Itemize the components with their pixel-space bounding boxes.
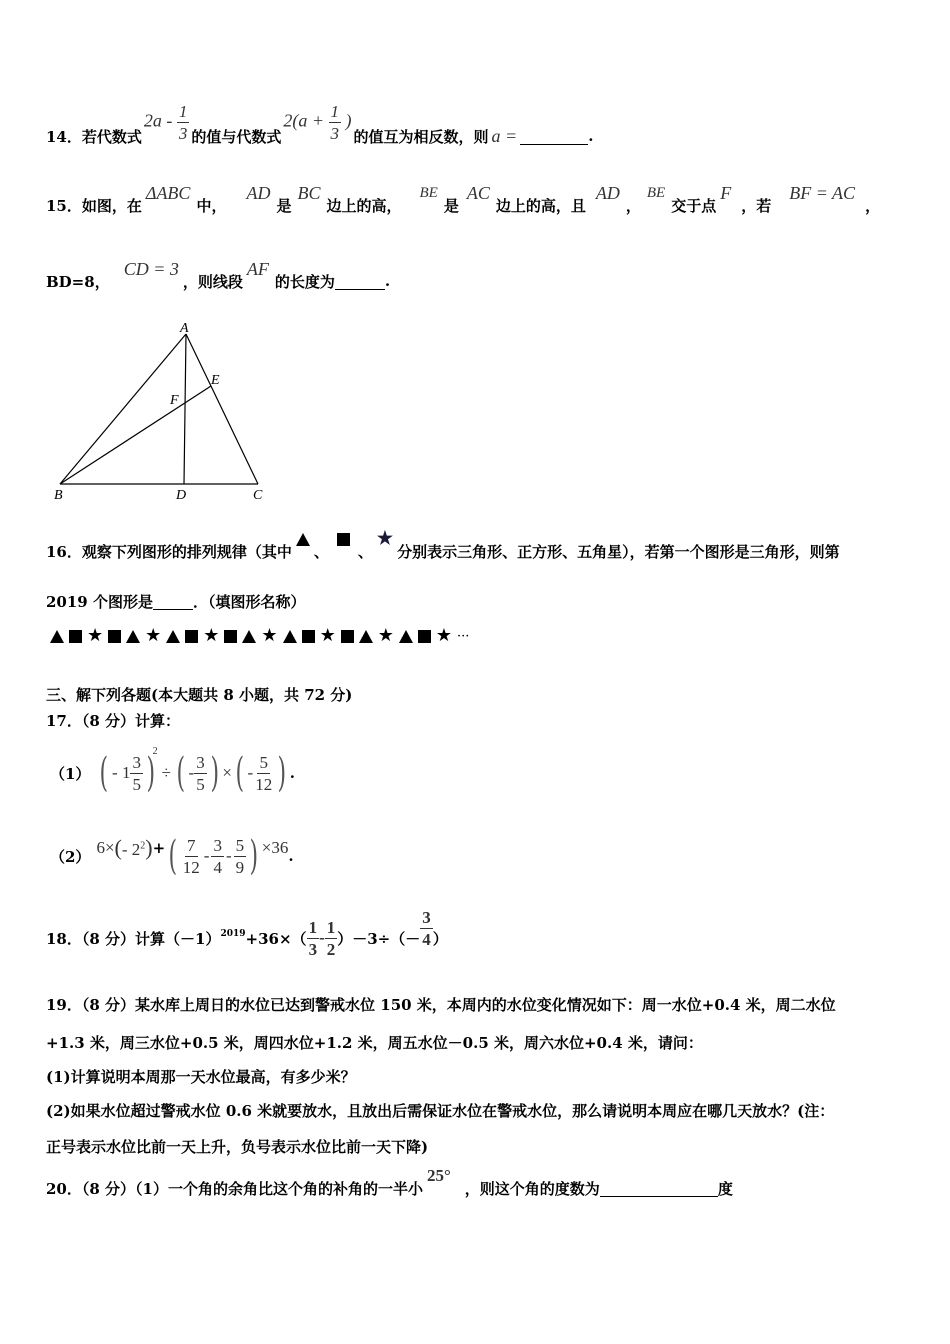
q15-ad: AD — [246, 182, 271, 203]
question-19-line4: (2)如果水位超过警戒水位 0.6 米就要放水，且放出后需保证水位在警戒水位，那么请说明本周应在哪几天放水？(注： — [46, 1101, 835, 1120]
q17-p2-minus2: - — [225, 846, 232, 865]
q18-frac2: $\frac{1}{2}$ — [326, 917, 336, 959]
q18-lead: 18．（8 分）计算（－1） — [46, 929, 221, 948]
square-icon — [418, 630, 431, 643]
q17-p2-inner-group: (- $2^2$) — [114, 835, 153, 860]
q17-p2-end: . — [288, 847, 294, 865]
paren-close: ) — [249, 833, 259, 879]
q20-mid: ，则这个角的度数为 — [464, 1179, 600, 1198]
q17-p2-frac1: $\frac{7}{12}$ — [182, 835, 200, 877]
triangle-icon — [296, 533, 310, 546]
label-b: B — [54, 488, 63, 503]
q14-expr1: 2a - $\frac{1}{3}$ — [143, 101, 188, 143]
triangle-icon — [359, 630, 373, 643]
question-15 — [46, 182, 880, 228]
q15-t4: 是 — [443, 196, 459, 215]
label-f: F — [170, 393, 179, 408]
q15-t3: 边上的高， — [326, 196, 402, 215]
q18-frac3: $\frac{3}{4}$ — [422, 907, 431, 949]
question-17-title: 17．（8 分）计算： — [46, 711, 181, 730]
paren-open: ( — [176, 750, 186, 796]
q17-p1-neg2: - — [188, 763, 195, 782]
q14-expr2: 2(a + $\frac{1}{3}$ ) — [283, 101, 352, 143]
q17-p1-frac1: $\frac{3}{5}$ — [132, 752, 141, 794]
q15-line2-mid: ，则线段 — [182, 272, 243, 291]
q15-t6: ， — [625, 196, 641, 215]
q15-t7: 交于点 — [671, 196, 717, 215]
question-19-line2: +1.3 米，周三水位+0.5 米，周四水位+1.2 米，周五水位－0.5 米，周六水位+0.4 米，请问： — [46, 1033, 703, 1052]
section-3-title: 三、解下列各题(本大题共 8 小题，共 72 分) — [46, 685, 353, 704]
q15-t5: 边上的高，且 — [495, 196, 586, 215]
question-17-part1 — [50, 742, 295, 804]
q17-p1-label: （1） — [50, 764, 91, 783]
q20-end: 度 — [717, 1179, 733, 1198]
q18-exp: 2019 — [220, 929, 246, 939]
q14-var: a = — [491, 125, 518, 146]
q15-abc: ΔABC — [145, 182, 191, 203]
q17-p2-frac2: $\frac{3}{4}$ — [213, 835, 222, 877]
q14-answer-blank[interactable] — [520, 128, 588, 145]
q15-ad2: AD — [595, 182, 620, 203]
q14-end: . — [588, 127, 594, 145]
star-icon: ★ — [145, 625, 162, 646]
q15-cond: BF = AC — [789, 182, 856, 203]
q20-answer-blank[interactable] — [600, 1180, 718, 1197]
q20-lead: 20．（8 分）（1）一个角的余角比这个角的补角的一半小 — [46, 1179, 423, 1198]
square-icon — [302, 630, 315, 643]
triangle-icon — [283, 630, 297, 643]
segment-be — [60, 386, 211, 484]
question-16 — [46, 528, 840, 574]
square-icon — [337, 533, 350, 546]
question-15-line2 — [46, 258, 390, 304]
q16-line2: 2019 个图形是 — [46, 592, 153, 611]
square-icon — [108, 630, 121, 643]
q18-mid: +36×（ — [245, 929, 307, 948]
q15-bd: BD=8， — [46, 272, 110, 291]
q15-t9: ， — [865, 196, 881, 215]
q15-line2-tail: 的长度为 — [274, 272, 335, 291]
label-a: A — [180, 321, 189, 336]
q15-answer-blank[interactable] — [335, 273, 385, 290]
triangle-figure — [48, 318, 278, 508]
shape-sequence — [50, 624, 469, 648]
triangle-icon — [126, 630, 140, 643]
q20-angle: 25° — [426, 1166, 451, 1185]
q17-p2-frac3: $\frac{5}{9}$ — [235, 835, 245, 877]
sequence-ellipsis: ··· — [456, 628, 470, 644]
q15-ac: AC — [466, 182, 490, 203]
label-e: E — [211, 373, 220, 388]
question-18 — [46, 908, 448, 968]
q15-cd: CD = 3 — [123, 258, 179, 279]
q16-lead: 16．观察下列图形的排列规律（其中 — [46, 542, 292, 561]
triangle-icon — [166, 630, 180, 643]
q15-t2: 是 — [276, 196, 292, 215]
q17-p1-frac2: $\frac{3}{5}$ — [196, 752, 205, 794]
q17-p1-div: ÷ — [161, 763, 171, 782]
paren-open: ( — [168, 833, 178, 879]
q17-p1-times: × — [222, 763, 232, 782]
triangle-icon — [50, 630, 64, 643]
q18-end: ） — [432, 929, 448, 948]
star-icon: ★ — [261, 625, 278, 646]
star-icon: ★ — [435, 625, 452, 646]
q16-sep1: 、 — [313, 542, 329, 561]
q17-p2-lead: 6× — [96, 838, 115, 857]
question-19-line3: (1)计算说明本周那一天水位最高，有多少米？ — [46, 1067, 356, 1086]
q14-mid: 的值与代数式 — [191, 127, 282, 146]
paren-close: ) — [277, 750, 287, 796]
paren-close: ) — [210, 750, 219, 796]
q15-line2-end: . — [384, 272, 391, 290]
star-icon: ★ — [87, 625, 104, 646]
q18-minus: - — [319, 928, 325, 947]
label-c: C — [253, 488, 263, 503]
star-icon: ★ — [319, 625, 336, 646]
q18-mid2: ）－3÷（－ — [337, 929, 421, 948]
q17-p1-neg3: - — [247, 763, 254, 782]
q15-be2: BE — [646, 184, 666, 201]
question-14 — [46, 100, 593, 172]
triangle-icon — [242, 630, 256, 643]
q17-p1-end: . — [289, 764, 296, 782]
q15-t8: ，若 — [741, 196, 772, 215]
q16-answer-blank[interactable] — [153, 593, 193, 610]
q15-be: BE — [419, 184, 438, 201]
q17-p1-sq: 2 — [152, 745, 158, 757]
q18-frac1: $\frac{1}{3}$ — [308, 917, 318, 959]
q15-bc: BC — [297, 182, 321, 203]
question-17-part2 — [50, 826, 294, 886]
q17-p1-neg1: - 1 — [112, 763, 131, 782]
q15-f: F — [720, 182, 732, 203]
square-icon — [341, 630, 354, 643]
segment-ad — [184, 334, 186, 484]
paren-open: ( — [235, 750, 245, 796]
question-19-line1: 19．（8 分）某水库上周日的水位已达到警戒水位 150 米，本周内的水位变化情况如下：周一水位+0.4 米，周二水位 — [46, 995, 836, 1014]
q17-p2-minus1: - — [203, 846, 210, 865]
star-icon: ★ — [377, 625, 394, 646]
paren-open: ( — [99, 750, 109, 796]
q16-sep2: 、 — [357, 542, 373, 561]
q16-tail: 分别表示三角形、正方形、五角星），若第一个图形是三角形，则第 — [397, 542, 840, 561]
q17-p2-label: （2） — [50, 847, 91, 866]
q17-p2-tail: ×36 — [261, 838, 289, 857]
q15-af: AF — [246, 258, 269, 279]
triangle-icon — [399, 630, 413, 643]
q14-tail: 的值互为相反数，则 — [353, 127, 489, 146]
q14-lead: 14．若代数式 — [46, 127, 142, 146]
q15-lead: 15．如图，在 — [46, 196, 142, 215]
q17-p2-plus: + — [152, 839, 166, 857]
question-16-line2 — [46, 588, 306, 614]
square-icon — [69, 630, 82, 643]
question-19-line5: 正号表示水位比前一天上升，负号表示水位比前一天下降) — [46, 1137, 429, 1156]
segment-ac — [186, 334, 258, 484]
segment-ab — [60, 334, 186, 484]
star-icon: ★ — [376, 528, 394, 549]
square-icon — [185, 630, 198, 643]
q17-p1-frac3: $\frac{5}{12}$ — [255, 752, 273, 794]
q16-line2-tail: ．（填图形名称） — [192, 592, 306, 611]
question-20 — [46, 1168, 733, 1208]
square-icon — [224, 630, 237, 643]
q15-t1: 中， — [196, 196, 227, 215]
paren-close: ) — [146, 750, 156, 796]
star-icon: ★ — [203, 625, 220, 646]
label-d: D — [176, 488, 187, 503]
